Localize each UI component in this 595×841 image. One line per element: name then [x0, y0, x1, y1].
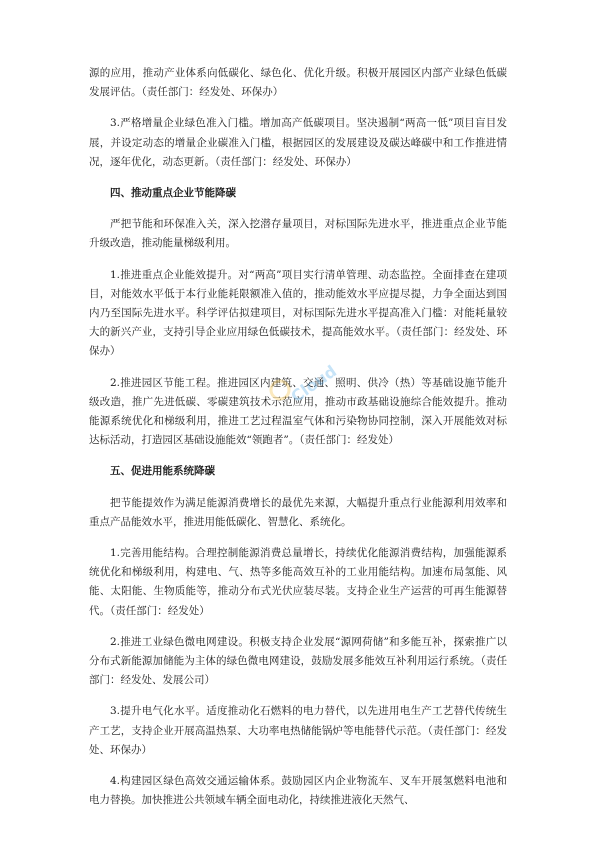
paragraph: 把节能提效作为满足能源消费增长的最优先来源，大幅提升重点行业能源利用效率和重点产品能效水平，推进用能低碳化、智慧化、系统化。	[89, 496, 507, 528]
paragraph: 2.推进工业绿色微电网建设。积极支持企业发展“源网荷储”和多能互补，探索推广以分布式新能源加储能为主体的绿色微电网建设，鼓励发展多能效互补利用运行系统。（责任部门：经发处、发展公司）	[89, 635, 507, 687]
paragraph: 3.提升电气化水平。适度推动化石燃料的电力替代，以先进用电生产工艺替代传统生产工艺，支持企业开展高温热泵、大功率电热储能锅炉等电能替代示范。（责任部门：经发处、环保办）	[89, 705, 507, 756]
paragraph: 3.严格增量企业绿色准入门槛。增加高产低碳项目。坚决遏制“两高一低”项目盲目发展，并设定动态的增量企业碳准入门槛，根据园区的发展建设及碳达峰碳中和工作推进情况，逐年优化，动态更新。（责任部门：经发处、环保办）	[89, 117, 507, 168]
paragraph: 2.推进园区节能工程。推进园区内建筑、交通、照明、供冷（热）等基础设施节能升级改造，推广先进低碳、零碳建筑技术示范应用，推动市政基础设施综合能效提升。推动能源系统优化和梯级利用，推进工艺过程温室气体和污染物协同控制，深入开展能效对标达标活动，打造园区基础设施能效“领跑者”。（责任部门：经发处）	[89, 376, 507, 447]
section-heading: 五、促进用能系统降碳	[110, 465, 215, 478]
paragraph: 4.构建园区绿色高效交通运输体系。鼓励园区内企业物流车、叉车开展氢燃料电池和电力替换。加快推进公共领域车辆全面电动化，持续推进液化天然气、	[89, 775, 507, 807]
section-heading: 四、推动重点企业节能降碳	[110, 187, 236, 200]
paragraph: 源的应用，推动产业体系向低碳化、绿色化、优化升级。积极开展园区内部产业绿色低碳发展评估。（责任部门：经发处、环保办）	[89, 67, 507, 99]
paragraph: 1.推进重点企业能效提升。对“两高”项目实行清单管理、动态监控。全面排查在建项目，对能效水平低于本行业能耗限额准入值的，推动能效水平应提尽提，力争全面达到国内乃至国际先进水平。科学评估拟建项目，对标国际先进水平提高准入门槛：对能耗量较大的新兴产业，支持引导企业应用绿色低碳技术，提高能效水平。（责任部门：经发处、环保办）	[89, 268, 507, 358]
paragraph: 1.完善用能结构。合理控制能源消费总量增长，持续优化能源消费结构，加强能源系统优化和梯级利用，构建电、气、热等多能高效互补的工业用能结构。加速布局氢能、风能、太阳能、生物质能等，推动分布式光伏应装尽装。支持企业生产运营的可再生能源替代。（责任部门：经发处）	[89, 547, 507, 617]
document-body	[89, 64, 507, 811]
watermark-text: Cloud	[287, 361, 341, 407]
paragraph: 严把节能和环保准入关，深入挖潜存量项目，对标国际先进水平，推进重点企业节能升级改造，推动能量梯级利用。	[89, 218, 507, 250]
